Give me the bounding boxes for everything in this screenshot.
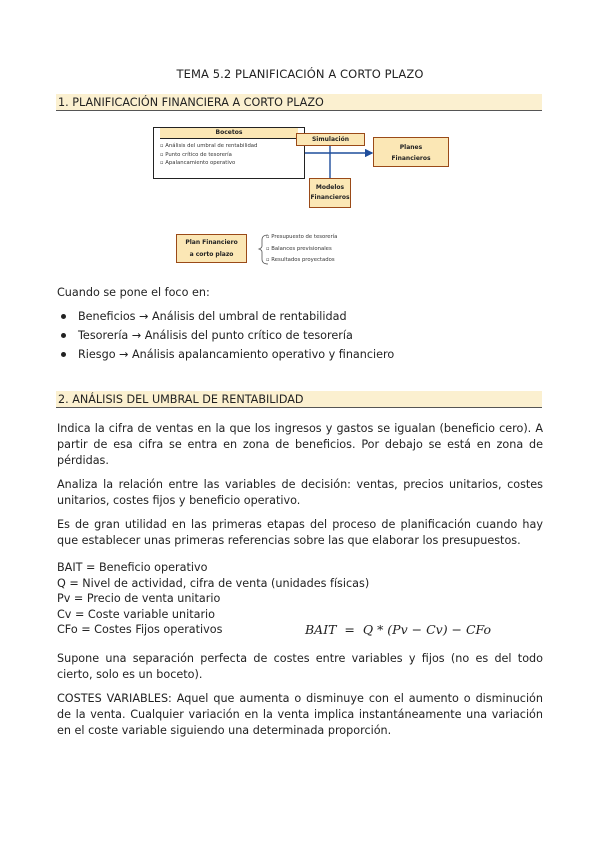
square-bullet-icon: ▫ — [266, 234, 272, 240]
plan-item: ▫ Resultados proyectados — [266, 257, 335, 263]
plan-financiero-box: Plan Financiero a corto plazo — [176, 234, 247, 263]
square-bullet-icon: ▫ — [160, 151, 166, 158]
plan-item: ▫ Balances previsionales — [266, 245, 332, 252]
definition: BAIT = Beneficio operativo — [57, 561, 208, 574]
section-heading-2: 2. ANÁLISIS DEL UMBRAL DE RENTABILIDAD — [56, 391, 542, 408]
focus-intro: Cuando se pone el foco en: — [57, 286, 210, 299]
list-item: Beneficios → Análisis del umbral de rentabilidad — [57, 307, 394, 326]
square-bullet-icon: ▫ — [160, 143, 166, 149]
paragraph: Analiza la relación entre las variables de decisión: ventas, precios unitarios, costes unitarios, costes fijos y beneficio operativo. — [57, 478, 543, 507]
definition: CFo = Costes Fijos operativos — [57, 623, 223, 636]
definition: Q = Nivel de actividad, cifra de venta (unidades físicas) — [57, 576, 370, 590]
paragraph: Es de gran utilidad en las primeras etapas del proceso de planificación cuando hay que establecer unas primeras referencias sobre las que elaborar los presupuestos. — [57, 518, 543, 547]
square-bullet-icon: ▫ — [266, 245, 272, 252]
simulacion-box: Simulación — [296, 133, 365, 146]
plan-item: ▫ Presupuesto de tesorería — [266, 234, 338, 240]
list-item: Riesgo → Análisis apalancamiento operativo y financiero — [57, 345, 394, 364]
modelos-financieros-box: Modelos Financieros — [309, 178, 351, 208]
plan-items-list — [266, 232, 337, 267]
paragraph: Supone una separación perfecta de costes entre variables y fijos (no es del todo cierto, solo es un boceto). — [57, 652, 543, 681]
bocetos-box — [153, 127, 305, 179]
bocetos-title: Bocetos — [160, 128, 298, 139]
paragraph: Indica la cifra de ventas en la que los ingresos y gastos se igualan (beneficio cero). A partir de esa cifra se entra en zona de beneficios. Por debajo se está en zona de pérdidas. — [57, 422, 543, 467]
square-bullet-icon: ▫ — [266, 257, 272, 263]
list-item: Tesorería → Análisis del punto crítico de tesorería — [57, 326, 394, 345]
planes-financieros-box: Planes Financieros — [373, 137, 449, 167]
bocetos-item: ▫ Análisis del umbral de rentabilidad — [160, 143, 258, 149]
square-bullet-icon: ▫ — [160, 160, 166, 166]
focus-bullet-list — [57, 307, 394, 364]
section-heading-1: 1. PLANIFICACIÓN FINANCIERA A CORTO PLAZO — [56, 94, 542, 111]
paragraph: COSTES VARIABLES: Aquel que aumenta o disminuye con el aumento o disminución de la venta. Cualquier variación en la venta implica instantáneamente una variación en el coste variable siguiendo una determinada proporción. — [57, 692, 543, 737]
definition: Cv = Coste variable unitario — [57, 607, 216, 621]
document-title: TEMA 5.2 PLANIFICACIÓN A CORTO PLAZO — [176, 67, 424, 81]
bait-formula: BAIT = Q * (Pv − Cv) − CFo — [305, 622, 492, 637]
definition: Pv = Precio de venta unitario — [57, 592, 221, 605]
bocetos-item: ▫ Punto crítico de tesorería — [160, 151, 232, 158]
bocetos-item: ▫ Apalancamiento operativo — [160, 160, 236, 166]
